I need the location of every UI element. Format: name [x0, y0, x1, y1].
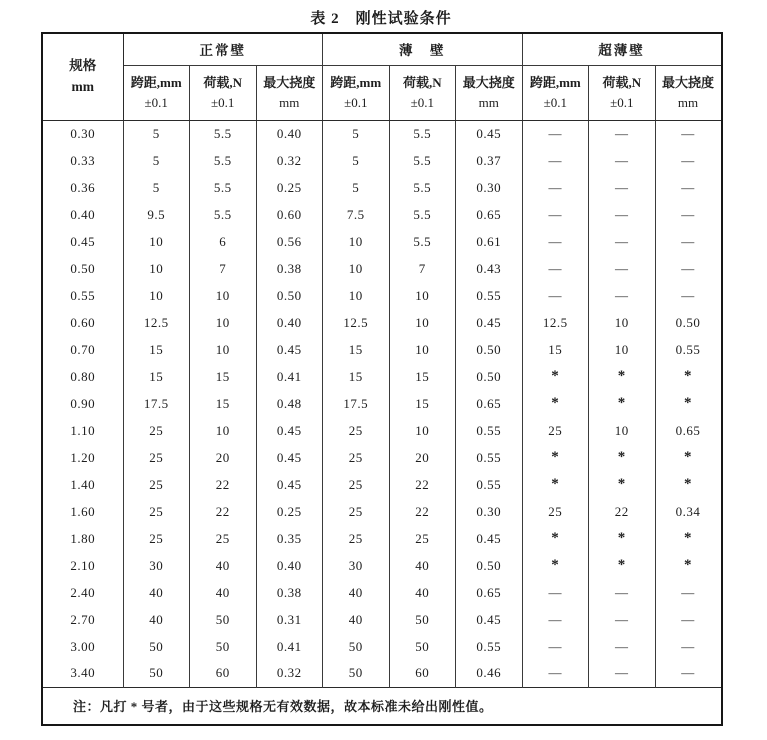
value-cell: 0.45: [256, 471, 323, 498]
spec-cell: 1.20: [42, 444, 123, 471]
value-cell: 5: [123, 147, 190, 174]
value-cell: 0.50: [456, 552, 523, 579]
value-cell: 0.45: [256, 336, 323, 363]
value-cell: 30: [123, 552, 190, 579]
value-cell: 10: [589, 309, 656, 336]
sub-header-deflection: 最大挠度 mm: [256, 65, 323, 120]
value-cell: 5: [323, 174, 390, 201]
value-cell: 25: [123, 471, 190, 498]
group-header-normal-wall: 正常壁: [123, 33, 323, 65]
table-row: [42, 120, 722, 147]
value-cell: 22: [190, 498, 257, 525]
value-cell: 25: [522, 417, 589, 444]
value-cell: 0.55: [456, 444, 523, 471]
value-cell: 0.25: [256, 174, 323, 201]
table-row: [42, 147, 722, 174]
value-cell: 0.32: [256, 147, 323, 174]
value-cell: 25: [190, 525, 257, 552]
value-cell: 10: [323, 282, 390, 309]
value-cell: *: [655, 444, 722, 471]
value-cell: 20: [389, 444, 456, 471]
value-cell: 7: [389, 255, 456, 282]
value-cell: *: [522, 444, 589, 471]
value-cell: —: [589, 147, 656, 174]
spec-cell: 0.36: [42, 174, 123, 201]
table-row: [42, 228, 722, 255]
value-cell: 10: [389, 336, 456, 363]
value-cell: —: [655, 174, 722, 201]
table-row: [42, 282, 722, 309]
spec-cell: 3.00: [42, 633, 123, 660]
value-cell: —: [655, 201, 722, 228]
table-row: [42, 525, 722, 552]
spec-header-line2: mm: [71, 78, 94, 94]
value-cell: 17.5: [123, 390, 190, 417]
value-cell: 0.37: [456, 147, 523, 174]
value-cell: 0.50: [256, 282, 323, 309]
value-cell: 0.30: [456, 498, 523, 525]
sub-header-deflection: 最大挠度 mm: [456, 65, 523, 120]
table-body: [42, 120, 722, 687]
note-row: [42, 687, 722, 725]
value-cell: 15: [123, 363, 190, 390]
value-cell: 10: [589, 417, 656, 444]
value-cell: 10: [589, 336, 656, 363]
value-cell: 15: [389, 390, 456, 417]
value-cell: 0.35: [256, 525, 323, 552]
value-cell: —: [522, 228, 589, 255]
value-cell: 60: [190, 660, 257, 687]
value-cell: 10: [323, 255, 390, 282]
rigidity-test-conditions-table: [41, 32, 723, 726]
value-cell: 0.45: [256, 417, 323, 444]
value-cell: 0.48: [256, 390, 323, 417]
table-row: [42, 471, 722, 498]
spec-cell: 1.40: [42, 471, 123, 498]
value-cell: *: [589, 552, 656, 579]
value-cell: 15: [190, 363, 257, 390]
spec-cell: 0.40: [42, 201, 123, 228]
value-cell: 0.55: [456, 471, 523, 498]
value-cell: 5.5: [190, 147, 257, 174]
value-cell: —: [522, 633, 589, 660]
value-cell: 40: [190, 552, 257, 579]
value-cell: 5: [123, 120, 190, 147]
spec-cell: 3.40: [42, 660, 123, 687]
value-cell: 22: [389, 471, 456, 498]
value-cell: *: [589, 444, 656, 471]
value-cell: 50: [123, 633, 190, 660]
table-row: [42, 417, 722, 444]
value-cell: 50: [389, 633, 456, 660]
value-cell: 0.65: [456, 201, 523, 228]
value-cell: 0.61: [456, 228, 523, 255]
sub-header-span: 跨距,mm ±0.1: [323, 65, 390, 120]
value-cell: 0.40: [256, 552, 323, 579]
value-cell: 50: [389, 606, 456, 633]
value-cell: —: [655, 228, 722, 255]
value-cell: —: [655, 633, 722, 660]
value-cell: 0.40: [256, 309, 323, 336]
group-header-row: [42, 33, 722, 65]
spec-cell: 1.80: [42, 525, 123, 552]
value-cell: 40: [123, 606, 190, 633]
value-cell: 22: [190, 471, 257, 498]
group-header-thin-wall: 薄 壁: [323, 33, 523, 65]
value-cell: 5: [123, 174, 190, 201]
value-cell: 10: [190, 282, 257, 309]
value-cell: 10: [389, 417, 456, 444]
value-cell: 12.5: [323, 309, 390, 336]
value-cell: 10: [123, 228, 190, 255]
value-cell: 25: [323, 471, 390, 498]
value-cell: —: [522, 606, 589, 633]
value-cell: 9.5: [123, 201, 190, 228]
value-cell: 0.65: [655, 417, 722, 444]
value-cell: 0.25: [256, 498, 323, 525]
value-cell: —: [522, 147, 589, 174]
spec-cell: 0.45: [42, 228, 123, 255]
value-cell: 0.50: [456, 336, 523, 363]
value-cell: —: [522, 201, 589, 228]
value-cell: 10: [389, 282, 456, 309]
table-row: [42, 174, 722, 201]
table-row: [42, 390, 722, 417]
value-cell: 10: [190, 309, 257, 336]
spec-cell: 0.80: [42, 363, 123, 390]
value-cell: *: [589, 363, 656, 390]
value-cell: 25: [389, 525, 456, 552]
value-cell: 0.65: [456, 390, 523, 417]
value-cell: 0.38: [256, 579, 323, 606]
value-cell: 20: [190, 444, 257, 471]
value-cell: 15: [389, 363, 456, 390]
value-cell: —: [655, 606, 722, 633]
value-cell: 40: [389, 579, 456, 606]
value-cell: —: [589, 282, 656, 309]
value-cell: *: [522, 471, 589, 498]
value-cell: 10: [323, 228, 390, 255]
value-cell: 10: [190, 336, 257, 363]
value-cell: 5.5: [190, 174, 257, 201]
sub-header-span: 跨距,mm ±0.1: [123, 65, 190, 120]
value-cell: *: [589, 390, 656, 417]
value-cell: 0.55: [456, 282, 523, 309]
value-cell: —: [522, 282, 589, 309]
group-header-ultra-thin-wall: 超薄壁: [522, 33, 722, 65]
value-cell: 5: [323, 120, 390, 147]
value-cell: —: [589, 201, 656, 228]
value-cell: 40: [123, 579, 190, 606]
value-cell: *: [655, 471, 722, 498]
spec-cell: 2.10: [42, 552, 123, 579]
value-cell: 5.5: [389, 228, 456, 255]
sub-header-load: 荷载,N ±0.1: [589, 65, 656, 120]
table-row: [42, 255, 722, 282]
value-cell: 30: [323, 552, 390, 579]
value-cell: 5.5: [190, 120, 257, 147]
table-row: [42, 579, 722, 606]
value-cell: —: [589, 660, 656, 687]
value-cell: 7: [190, 255, 257, 282]
value-cell: *: [655, 363, 722, 390]
sub-header-row: [42, 65, 722, 120]
value-cell: 15: [323, 336, 390, 363]
value-cell: 0.55: [456, 417, 523, 444]
value-cell: *: [522, 363, 589, 390]
value-cell: —: [589, 174, 656, 201]
value-cell: *: [655, 525, 722, 552]
value-cell: 0.40: [256, 120, 323, 147]
value-cell: —: [655, 120, 722, 147]
value-cell: —: [522, 579, 589, 606]
table-title: 表 2 刚性试验条件: [310, 11, 452, 27]
spec-cell: 1.10: [42, 417, 123, 444]
value-cell: —: [522, 120, 589, 147]
value-cell: 10: [123, 255, 190, 282]
value-cell: 0.30: [456, 174, 523, 201]
value-cell: —: [589, 606, 656, 633]
value-cell: 0.65: [456, 579, 523, 606]
sub-header-span: 跨距,mm ±0.1: [522, 65, 589, 120]
value-cell: 10: [190, 417, 257, 444]
value-cell: 25: [522, 498, 589, 525]
value-cell: *: [589, 525, 656, 552]
value-cell: 0.41: [256, 633, 323, 660]
value-cell: 25: [123, 417, 190, 444]
value-cell: 50: [190, 606, 257, 633]
value-cell: *: [589, 471, 656, 498]
sub-header-load: 荷载,N ±0.1: [389, 65, 456, 120]
value-cell: 0.38: [256, 255, 323, 282]
value-cell: 12.5: [522, 309, 589, 336]
value-cell: 0.55: [456, 633, 523, 660]
table-row: [42, 606, 722, 633]
value-cell: 25: [123, 444, 190, 471]
spec-cell: 0.33: [42, 147, 123, 174]
value-cell: 0.32: [256, 660, 323, 687]
spec-cell: 0.70: [42, 336, 123, 363]
value-cell: 25: [123, 525, 190, 552]
table-row: [42, 633, 722, 660]
value-cell: —: [522, 174, 589, 201]
value-cell: 0.43: [456, 255, 523, 282]
value-cell: 15: [323, 363, 390, 390]
table-row: [42, 660, 722, 687]
value-cell: —: [522, 255, 589, 282]
value-cell: 22: [589, 498, 656, 525]
value-cell: 0.46: [456, 660, 523, 687]
value-cell: 0.45: [256, 444, 323, 471]
value-cell: 0.31: [256, 606, 323, 633]
value-cell: 10: [123, 282, 190, 309]
spec-cell: 2.70: [42, 606, 123, 633]
value-cell: 5.5: [389, 120, 456, 147]
value-cell: 25: [323, 444, 390, 471]
value-cell: 40: [190, 579, 257, 606]
value-cell: *: [522, 552, 589, 579]
table-row: [42, 309, 722, 336]
value-cell: —: [522, 660, 589, 687]
sub-header-deflection: 最大挠度 mm: [655, 65, 722, 120]
spec-cell: 0.55: [42, 282, 123, 309]
sub-header-load: 荷载,N ±0.1: [190, 65, 257, 120]
value-cell: 50: [323, 660, 390, 687]
value-cell: 0.45: [456, 606, 523, 633]
value-cell: 50: [323, 633, 390, 660]
value-cell: 12.5: [123, 309, 190, 336]
spec-cell: 2.40: [42, 579, 123, 606]
value-cell: *: [522, 390, 589, 417]
value-cell: *: [655, 390, 722, 417]
value-cell: 15: [522, 336, 589, 363]
value-cell: 7.5: [323, 201, 390, 228]
table-row: [42, 336, 722, 363]
value-cell: 25: [323, 498, 390, 525]
spec-cell: 1.60: [42, 498, 123, 525]
value-cell: 0.45: [456, 120, 523, 147]
table-row: [42, 201, 722, 228]
value-cell: 0.50: [655, 309, 722, 336]
value-cell: 17.5: [323, 390, 390, 417]
value-cell: 0.45: [456, 309, 523, 336]
table-header: [42, 33, 722, 120]
value-cell: 5.5: [389, 147, 456, 174]
value-cell: —: [655, 660, 722, 687]
value-cell: 25: [323, 525, 390, 552]
value-cell: —: [655, 147, 722, 174]
value-cell: —: [589, 255, 656, 282]
value-cell: —: [589, 633, 656, 660]
spec-cell: 0.30: [42, 120, 123, 147]
value-cell: 0.56: [256, 228, 323, 255]
value-cell: 5.5: [389, 174, 456, 201]
value-cell: 10: [389, 309, 456, 336]
value-cell: 5: [323, 147, 390, 174]
spec-header-line1: 规格: [69, 57, 97, 73]
value-cell: 40: [323, 606, 390, 633]
value-cell: 25: [123, 498, 190, 525]
spec-cell: 0.90: [42, 390, 123, 417]
value-cell: —: [655, 282, 722, 309]
value-cell: —: [655, 579, 722, 606]
table-row: [42, 498, 722, 525]
spec-cell: 0.50: [42, 255, 123, 282]
value-cell: 5.5: [190, 201, 257, 228]
value-cell: 50: [123, 660, 190, 687]
value-cell: —: [589, 120, 656, 147]
value-cell: —: [589, 228, 656, 255]
value-cell: 0.41: [256, 363, 323, 390]
value-cell: 0.55: [655, 336, 722, 363]
value-cell: —: [655, 255, 722, 282]
value-cell: —: [589, 579, 656, 606]
table-row: [42, 552, 722, 579]
value-cell: 40: [323, 579, 390, 606]
value-cell: 0.34: [655, 498, 722, 525]
table-row: [42, 363, 722, 390]
value-cell: 15: [190, 390, 257, 417]
value-cell: 25: [323, 417, 390, 444]
value-cell: 0.50: [456, 363, 523, 390]
footnote: 注：凡打 * 号者，由于这些规格无有效数据，故本标准未给出刚性值。: [42, 687, 722, 725]
table-row: [42, 444, 722, 471]
value-cell: 22: [389, 498, 456, 525]
value-cell: 6: [190, 228, 257, 255]
value-cell: *: [522, 525, 589, 552]
value-cell: 50: [190, 633, 257, 660]
value-cell: 40: [389, 552, 456, 579]
value-cell: 0.60: [256, 201, 323, 228]
spec-column-header: [42, 33, 123, 120]
value-cell: 15: [123, 336, 190, 363]
value-cell: *: [655, 552, 722, 579]
value-cell: 60: [389, 660, 456, 687]
value-cell: 0.45: [456, 525, 523, 552]
value-cell: 5.5: [389, 201, 456, 228]
spec-cell: 0.60: [42, 309, 123, 336]
